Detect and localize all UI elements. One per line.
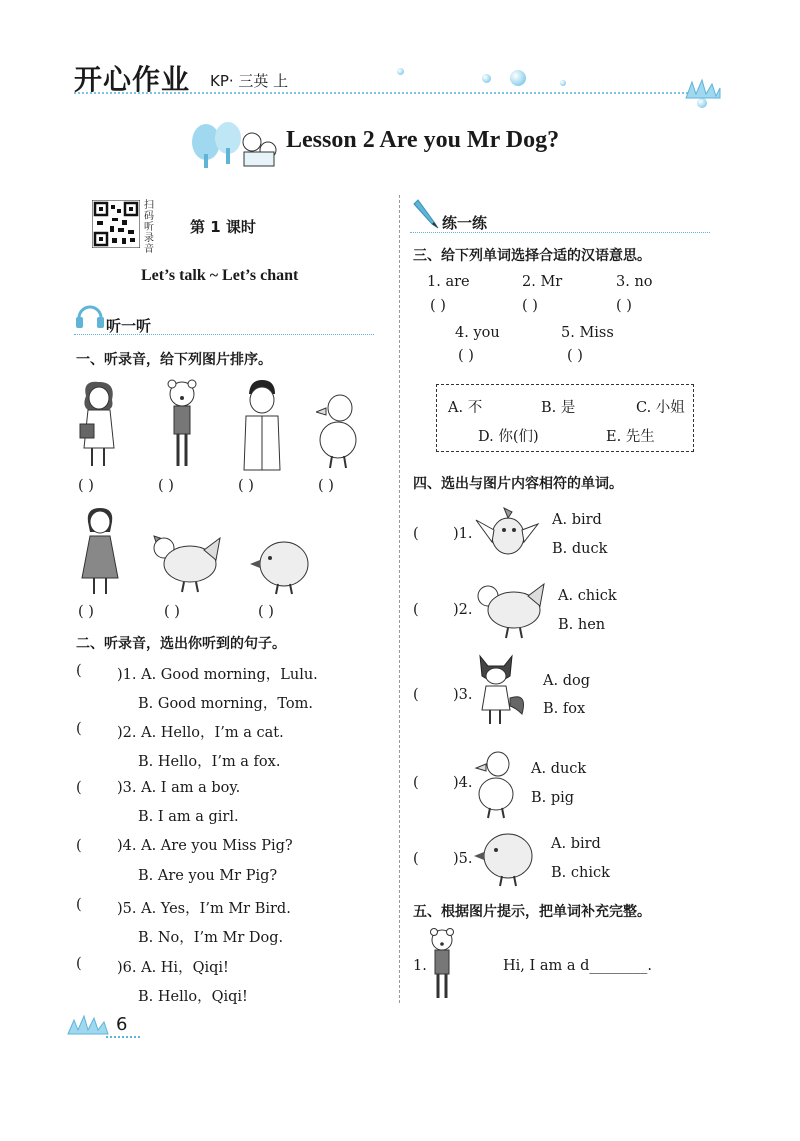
fill-in-sentence[interactable]: Hi, I am a d________.: [503, 958, 652, 974]
answer-blank[interactable]: ( ): [430, 298, 446, 314]
chick-picture: [474, 826, 538, 888]
chick-picture: [250, 534, 314, 596]
answer-blank[interactable]: ( ): [616, 298, 632, 314]
question-option-b: B. Good morning，Tom.: [138, 696, 313, 712]
answer-blank[interactable]: ( ): [164, 604, 180, 620]
answer-paren-open[interactable]: (: [76, 663, 82, 679]
boy-picture: [238, 378, 286, 472]
question-option-b: B. chick: [551, 865, 610, 881]
girl-with-book-picture: [74, 378, 124, 470]
bubble-icon: [482, 74, 491, 83]
section-subtitle: Let’s talk ~ Let’s chant: [141, 267, 299, 284]
headphone-icon: [74, 300, 106, 332]
section-three-title: 三、给下列单词选择合适的汉语意思。: [413, 248, 651, 264]
column-divider: [399, 195, 400, 1003]
vocab-word: 4. you: [455, 325, 500, 341]
qr-code-icon: [92, 200, 140, 248]
answer-paren-open[interactable]: (: [76, 838, 82, 854]
question-option-a: )2. A. Hello，I’m a cat.: [117, 725, 284, 741]
option-item: D. 你(们): [478, 429, 539, 445]
answer-blank[interactable]: ( ): [318, 478, 334, 494]
answer-paren-open[interactable]: (: [76, 897, 82, 913]
bubble-icon: [510, 70, 526, 86]
grass-icon: [684, 78, 722, 100]
question-option-b: B. duck: [552, 541, 608, 557]
practice-tag-label: 练一练: [442, 214, 488, 232]
bird-picture: [474, 500, 540, 566]
question-option-b: B. hen: [558, 617, 606, 633]
options-box: [436, 384, 694, 452]
question-option-a: )4. A. Are you Miss Pig?: [117, 838, 293, 854]
pencil-icon: [410, 198, 442, 232]
bubble-icon: [397, 68, 404, 75]
answer-blank[interactable]: ( ): [567, 348, 583, 364]
answer-blank[interactable]: ( ): [458, 348, 474, 364]
answer-blank[interactable]: ( ): [258, 604, 274, 620]
question-option-a: A. chick: [558, 588, 617, 604]
answer-paren-open[interactable]: (: [76, 780, 82, 796]
option-item: A. 不: [448, 400, 483, 416]
listen-tag-underline: [74, 334, 374, 335]
question-option-b: B. Hello，I’m a fox.: [138, 754, 281, 770]
question-option-a: )6. A. Hi，Qiqi!: [117, 960, 229, 976]
section-five-title: 五、根据图片提示，把单词补充完整。: [413, 904, 651, 920]
question-option-a: )1. A. Good morning，Lulu.: [117, 667, 318, 683]
grass-icon: [66, 1014, 116, 1036]
hen-picture: [474, 578, 546, 640]
question-option-a: )5. A. Yes，I’m Mr Bird.: [117, 901, 291, 917]
vocab-word: 5. Miss: [561, 325, 614, 341]
section-two-title: 二、听录音，选出你听到的句子。: [76, 636, 286, 652]
section-one-title: 一、听录音，给下列图片排序。: [76, 352, 272, 368]
answer-paren-open[interactable]: (: [413, 775, 419, 791]
question-option-b: B. pig: [531, 790, 575, 806]
answer-blank[interactable]: ( ): [78, 604, 94, 620]
section-four-title: 四、选出与图片内容相符的单词。: [413, 476, 623, 492]
question-option-b: B. No，I’m Mr Dog.: [138, 930, 284, 946]
page-number: 6: [116, 1014, 128, 1035]
brand-title: 开心作业: [74, 63, 191, 96]
hen-picture: [150, 530, 224, 594]
vocab-word: 3. no: [616, 274, 653, 290]
question-option-a: A. duck: [531, 761, 587, 777]
dog-picture: [426, 926, 462, 1002]
practice-tag-underline: [410, 232, 710, 233]
question-option-a: A. bird: [552, 512, 602, 528]
dog-picture: [162, 378, 202, 472]
header-dotted-line: [74, 92, 700, 94]
question-option-b: B. Are you Mr Pig?: [138, 868, 278, 884]
question-number: 1.: [413, 958, 427, 974]
answer-blank[interactable]: ( ): [522, 298, 538, 314]
question-option-a: )3. A. I am a boy.: [117, 780, 241, 796]
answer-blank[interactable]: ( ): [238, 478, 254, 494]
question-option-b: B. Hello，Qiqi!: [138, 989, 248, 1005]
vocab-word: 2. Mr: [522, 274, 563, 290]
duck-picture: [474, 746, 518, 820]
lesson-title: Lesson 2 Are you Mr Dog?: [286, 127, 560, 153]
bubble-icon: [560, 80, 566, 86]
answer-paren-open[interactable]: (: [413, 526, 419, 542]
vocab-word: 1. are: [427, 274, 470, 290]
fox-picture: [472, 652, 530, 726]
question-option-a: A. dog: [543, 673, 590, 689]
question-number: )2.: [453, 602, 473, 618]
brand-subtitle: KP· 三英 上: [210, 72, 289, 90]
trees-and-animals-icon: [188, 118, 280, 174]
answer-paren-open[interactable]: (: [76, 721, 82, 737]
question-option-b: B. fox: [543, 701, 586, 717]
qr-label: 扫码听录音: [144, 200, 154, 255]
question-option-a: A. bird: [551, 836, 601, 852]
question-option-b: B. I am a girl.: [138, 809, 239, 825]
page-number-underline: [106, 1036, 140, 1038]
question-number: )1.: [453, 526, 473, 542]
question-number: )4.: [453, 775, 473, 791]
period-label: 第 1 课时: [190, 218, 256, 236]
question-number: )3.: [453, 687, 473, 703]
duck-picture: [316, 388, 360, 470]
option-item: B. 是: [541, 400, 576, 416]
answer-paren-open[interactable]: (: [413, 851, 419, 867]
option-item: E. 先生: [606, 429, 655, 445]
listen-tag-label: 听一听: [106, 317, 152, 335]
question-number: )5.: [453, 851, 473, 867]
answer-blank[interactable]: ( ): [78, 478, 94, 494]
answer-blank[interactable]: ( ): [158, 478, 174, 494]
answer-paren-open[interactable]: (: [76, 956, 82, 972]
girl-in-dress-picture: [76, 506, 124, 596]
answer-paren-open[interactable]: (: [413, 687, 419, 703]
option-item: C. 小姐: [636, 400, 685, 416]
answer-paren-open[interactable]: (: [413, 602, 419, 618]
